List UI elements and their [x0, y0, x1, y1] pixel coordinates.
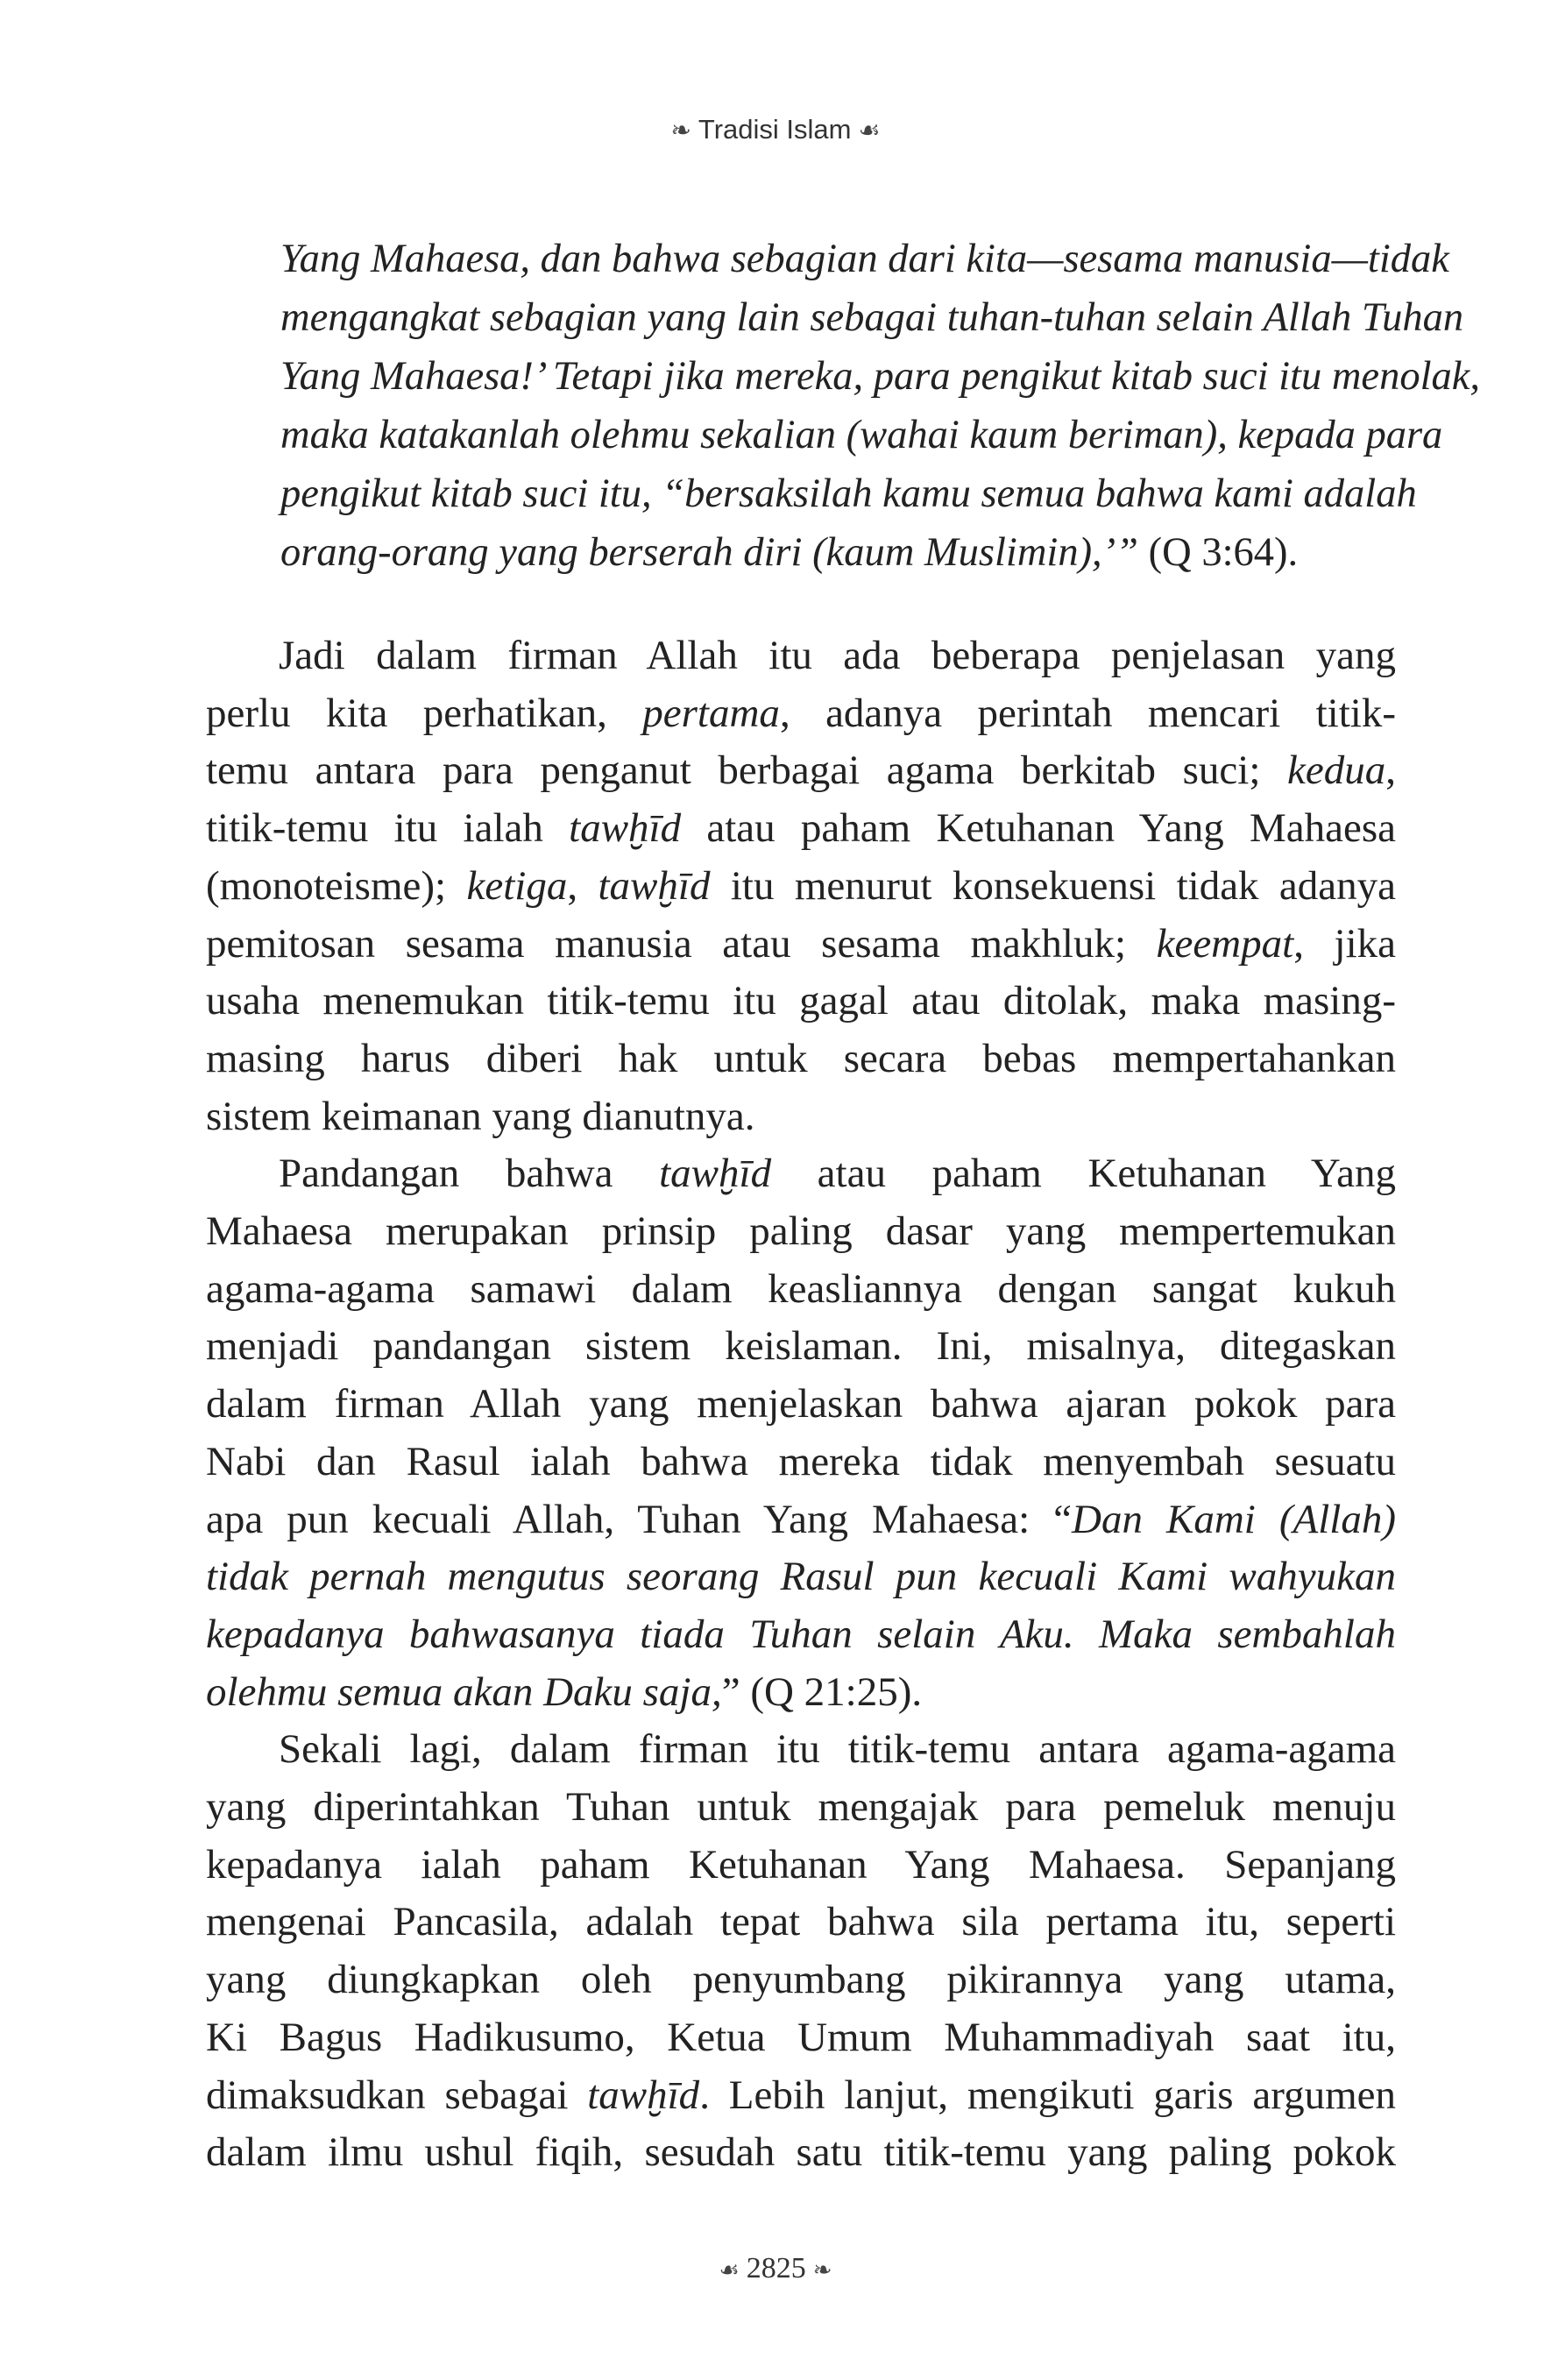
- text-line: [206, 1145, 1396, 1203]
- text-line: dalam firman Allah yang menjelaskan bahwa ajaran pokok para: [206, 1381, 1396, 1427]
- page-number: 2825: [746, 2252, 806, 2284]
- text-span: temu antara para penganut berbagai agama berkitab suci;: [206, 747, 1288, 794]
- ornament-left-icon: ☙: [719, 2257, 740, 2284]
- paragraph-1: [206, 627, 1396, 1145]
- text-line: [206, 742, 1396, 800]
- quote-line: mengangkat sebagian yang lain sebagai tuhan-tuhan selain Allah Tuhan: [280, 295, 1464, 340]
- text-line: menjadi pandangan sistem keislaman. Ini, misalnya, ditegaskan: [206, 1323, 1396, 1370]
- text-line: [206, 1548, 1396, 1606]
- text-line: mengenai Pancasila, adalah tepat bahwa sila pertama itu, seperti: [206, 1899, 1396, 1945]
- paragraph-2: [206, 1145, 1396, 1721]
- text-line: [206, 1491, 1396, 1549]
- paragraph-3: [206, 1721, 1396, 2182]
- text-span: ,: [1385, 747, 1396, 794]
- text-span: dimaksudkan sebagai: [206, 2072, 588, 2118]
- text-line: usaha menemukan titik-temu itu gagal atau ditolak, maka masing-: [206, 978, 1396, 1024]
- text-line: [206, 2067, 1396, 2125]
- text-span: , adanya perintah mencari titik-: [779, 690, 1396, 736]
- emphasis: tawḫīd: [598, 862, 711, 909]
- quote-line: maka katakanlah olehmu sekalian (wahai kaum beriman), kepada para: [280, 413, 1443, 457]
- quote-reference: (Q 3:64).: [1138, 530, 1299, 575]
- text-line: Mahaesa merupakan prinsip paling dasar yang mempertemukan: [206, 1208, 1396, 1255]
- text-span: itu menurut konsekuensi tidak adanya: [710, 862, 1397, 909]
- text-line: Jadi dalam firman Allah itu ada beberapa penjelasan yang: [279, 633, 1396, 678]
- text-span: Pandangan bahwa: [279, 1151, 660, 1197]
- header-title: Tradisi Islam: [698, 114, 852, 145]
- text-line: yang diungkapkan oleh penyumbang pikirannya yang utama,: [206, 1957, 1396, 2003]
- text-line: agama-agama samawi dalam keasliannya dengan sangat kukuh: [206, 1265, 1396, 1312]
- text-span: perlu kita perhatikan,: [206, 690, 643, 736]
- text-span: ” (Q 21:25).: [721, 1668, 923, 1715]
- quote-line: Yang Mahaesa, dan bahwa sebagian dari kita—sesama manusia—tidak: [280, 237, 1449, 281]
- text-span: apa pun kecuali Allah, Tuhan Yang Mahaesa: “: [206, 1496, 1073, 1542]
- emphasis: Dan Kami (Allah): [1072, 1496, 1396, 1542]
- ornament-right-icon: ☙: [858, 116, 881, 145]
- emphasis: olehmu semua akan Daku saja,: [206, 1668, 722, 1715]
- emphasis: ketiga: [466, 862, 568, 909]
- text-line: Sekali lagi, dalam firman itu titik-temu antara agama-agama: [279, 1726, 1396, 1773]
- text-line: [206, 916, 1396, 974]
- running-header: [0, 114, 1551, 145]
- text-span: (monoteisme);: [206, 862, 467, 909]
- text-line: [206, 685, 1396, 743]
- ornament-left-icon: ❧: [670, 116, 691, 145]
- text-line: [206, 858, 1396, 916]
- text-span: ,: [567, 862, 598, 909]
- text-line: dalam ilmu ushul fiqih, sesudah satu titik-temu yang paling pokok: [206, 2129, 1396, 2176]
- emphasis: kepadanya bahwasanya tiada Tuhan selain Aku. Maka sembahlah: [206, 1611, 1396, 1657]
- text-line: masing harus diberi hak untuk secara bebas mempertahankan: [206, 1035, 1396, 1081]
- text-line: Nabi dan Rasul ialah bahwa mereka tidak menyembah sesuatu: [206, 1438, 1396, 1484]
- page-footer: [0, 2252, 1551, 2285]
- quote-text: orang-orang yang berserah diri (kaum Muslimin),’”: [280, 530, 1139, 575]
- text-span: pemitosan sesama manusia atau sesama makhluk;: [206, 920, 1157, 967]
- block-quote: [280, 230, 1481, 582]
- text-span: atau paham Ketuhanan Yang: [771, 1151, 1397, 1197]
- emphasis: tawḫīd: [659, 1151, 772, 1197]
- emphasis: keempat: [1156, 920, 1294, 967]
- text-line: [206, 1664, 1396, 1722]
- text-line: sistem keimanan yang dianutnya.: [206, 1093, 755, 1139]
- quote-line: [280, 523, 1395, 582]
- text-line: Ki Bagus Hadikusumo, Ketua Umum Muhammadiyah saat itu,: [206, 2014, 1396, 2060]
- emphasis: tidak pernah mengutus seorang Rasul pun kecuali Kami wahyukan: [206, 1554, 1396, 1600]
- text-line: kepadanya ialah paham Ketuhanan Yang Mahaesa. Sepanjang: [206, 1841, 1396, 1888]
- text-line: [206, 800, 1396, 858]
- text-span: . Lebih lanjut, mengikuti garis argumen: [699, 2072, 1397, 2118]
- text-line: yang diperintahkan Tuhan untuk mengajak para pemeluk menuju: [206, 1784, 1396, 1831]
- emphasis: tawḫīd: [587, 2072, 700, 2118]
- text-span: , jika: [1293, 920, 1396, 967]
- emphasis: tawḫīd: [569, 805, 682, 852]
- quote-line: pengikut kitab suci itu, “bersaksilah kamu semua bahwa kami adalah: [280, 471, 1417, 516]
- emphasis: kedua: [1287, 747, 1386, 794]
- text-span: titik-temu itu ialah: [206, 805, 570, 852]
- ornament-right-icon: ❧: [812, 2257, 832, 2284]
- body-text: [206, 627, 1396, 2182]
- emphasis: pertama: [642, 690, 780, 736]
- text-line: [206, 1606, 1396, 1664]
- text-span: atau paham Ketuhanan Yang Mahaesa: [681, 805, 1396, 852]
- quote-line: Yang Mahaesa!’ Tetapi jika mereka, para pengikut kitab suci itu menolak,: [280, 354, 1481, 399]
